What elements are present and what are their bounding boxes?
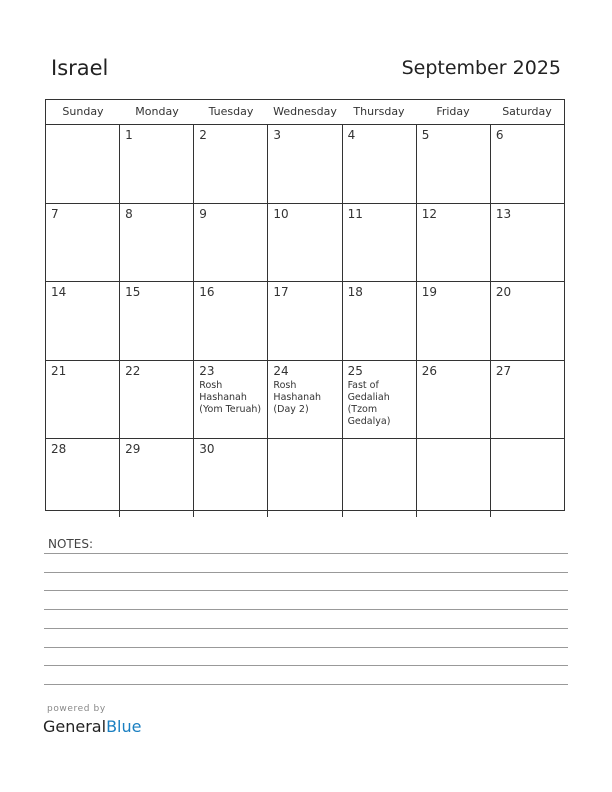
day-cell [46,282,120,360]
day-number: 8 [125,206,133,221]
day-cell [120,125,194,203]
notes-line [44,609,568,610]
day-number: 22 [125,363,141,378]
day-cell [417,282,491,360]
day-cell [491,125,564,203]
day-cell [120,439,194,517]
day-cell [268,204,342,282]
day-number: 28 [51,442,67,456]
day-number: 25 [347,363,363,378]
calendar-grid [45,99,565,511]
day-cell [46,361,120,439]
day-cell [268,361,342,439]
day-cell [194,439,268,517]
day-number: 1 [125,128,133,142]
holiday-label: Rosh Hashanah (Yom Teruah) [199,379,262,415]
day-number: 7 [51,206,59,221]
weekday-thursday: Thursday [353,105,405,118]
week-row [46,439,564,517]
day-cell [120,282,194,360]
brand-blue: Blue [106,717,142,736]
day-number: 29 [125,442,141,456]
day-cell [491,361,564,439]
weekday-monday: Monday [135,105,179,118]
notes-line [44,590,568,591]
weekday-wednesday: Wednesday [273,105,337,118]
holiday-label: Fast of Gedaliah (Tzom Gedalya) [347,379,391,427]
day-number: 3 [273,128,282,142]
day-cell [343,125,417,203]
day-number: 12 [421,206,437,221]
day-number: 16 [199,285,215,299]
day-number: 11 [347,206,363,221]
day-number: 20 [495,285,512,299]
day-cell [417,361,491,439]
day-cell [46,125,120,203]
day-cell [120,204,194,282]
day-number: 14 [51,285,67,299]
day-number: 13 [495,206,512,221]
day-cell [343,439,417,517]
notes-line [44,684,568,685]
day-cell [194,282,268,360]
day-number: 9 [199,206,207,221]
day-cell [491,282,564,360]
day-number: 18 [347,285,363,299]
notes-line [44,647,568,648]
month-title: September 2025 [401,57,561,79]
week-row [46,204,564,283]
day-cell [46,204,120,282]
weekday-header [46,100,564,125]
day-cell [268,282,342,360]
generalblue-logo [43,717,141,736]
day-cell [417,125,491,203]
day-cell [194,361,268,439]
country-title: Israel [51,56,109,80]
week-row [46,125,564,204]
weekday-friday: Friday [436,105,470,118]
day-number: 2 [199,128,207,142]
holiday-label: Rosh Hashanah (Day 2) [273,379,322,415]
day-cell [343,204,417,282]
brand-general: General [43,717,107,736]
day-cell [268,125,342,203]
day-number: 15 [125,285,141,299]
calendar-weeks [46,125,564,517]
day-number: 5 [421,128,430,142]
day-cell [417,204,491,282]
day-cell [194,204,268,282]
day-cell [491,204,564,282]
day-number: 6 [495,128,504,142]
day-cell [417,439,491,517]
day-number: 17 [273,285,289,299]
weekday-sunday: Sunday [62,105,104,118]
notes-label: NOTES: [48,537,93,551]
day-number: 21 [51,363,67,378]
day-number: 4 [347,128,356,142]
week-row [46,282,564,361]
day-number: 23 [199,363,215,378]
day-number: 27 [495,363,512,378]
day-cell [343,282,417,360]
day-cell [343,361,417,439]
powered-by-text: powered by [47,704,106,714]
weekday-tuesday: Tuesday [208,105,254,118]
week-row [46,361,564,440]
day-cell [491,439,564,517]
day-cell [120,361,194,439]
day-cell [194,125,268,203]
notes-line [44,572,568,573]
notes-line [44,665,568,666]
notes-line [44,628,568,629]
day-number: 10 [273,206,289,221]
day-number: 24 [273,363,289,378]
day-number: 30 [199,442,215,456]
notes-line [44,553,568,554]
day-cell [46,439,120,517]
day-number: 19 [421,285,437,299]
day-cell [268,439,342,517]
day-number: 26 [421,363,437,378]
weekday-saturday: Saturday [502,105,552,118]
